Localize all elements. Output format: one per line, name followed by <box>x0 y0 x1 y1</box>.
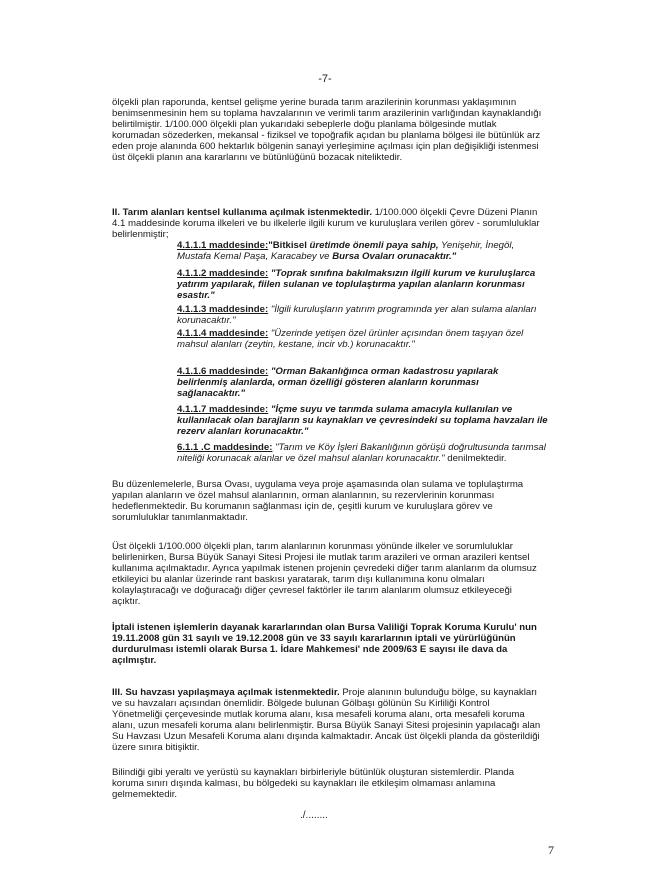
article-4-1-1-3: 4.1.1.3 maddesinde: "İlgili kuruluşların yatırım programında yer alan sulama alanları korunacaktır." <box>177 304 537 327</box>
section-3-paragraph-2: Bilindiği gibi yeraltı ve yerüstü su kaynakları birbirleriyle bütünlük oluşturan sistemlerdir. Planda koruma sınırı dışında kalması, bu bölgedeki su kaynakları ile etkileşim olmaması anlamına gelmemektedir. <box>112 767 515 801</box>
intro-paragraph: ölçekli plan raporunda, kentsel gelişme yerine burada tarım arazilerinin korunması yaklaşımının benimsenmesinin hem su toplama havzalarının ve verimli tarım arazilerinin varlığından kaynaklandığı belirtilmiştir. 1/100.000 ölçekli plan yukarıdaki sebeplerle doğu planlama bölgesinde mutlak korumadan sözederken, mekansal - fiziksel ve topoğrafik açıdan bu planlama bölgesi ile bütünlük arz eden proje alanında 600 hektarlık bölgenin sanayi yerleşimine açılması için plan değişikliği istenmesi üst ölçekli planın ana kararlarını ve bütünlüğünü bozacak niteliktedir. <box>112 97 542 164</box>
section-3-text: Proje alanının bulunduğu bölge, su kaynakları ve su havzaları açısından önemlidir. Bölgede bulunan Gölbaşı gölünün Su Kirliliği Kontrol Yönetmeliği çerçevesinde mutlak koruma alanı, kısa mesafeli koruma alanı, orta mesafeli koruma alanı, uzun mesafeli koruma alanı belirlenmiştir. Bursa Büyük Sanayi Sitesi projesinin yapılacağı alan Su Havzası Uzun Mesafeli Koruma alanı dışında kalmaktadır. Ancak üst ölçekli planda da gösterildiği üzere sınıra bitişiktir. <box>112 687 541 754</box>
court-case-paragraph: İptali istenen işlemlerin dayanak kararlarından olan Bursa Valiliği Toprak Koruma Kurulu' nun 19.11.2008 gün 31 sayılı ve 19.12.2008 gün ve 33 sayılı kararlarının iptali ve yürürlüğünün durdurulması istemli olarak Bursa 1. İdare Mahkemesi' nde 2009/63 E sayısı ile dava da açılmıştır. <box>112 622 537 667</box>
article-6-1-1-c: 6.1.1 .C maddesinde: "Tarım ve Köy İşleri Bakanlığının görüşü doğrultusunda tarımsal niteliği korunacak alanlar ve özel mahsul alanları korunacaktır." denilmektedir. <box>177 442 546 465</box>
section-3-paragraph <box>112 687 542 754</box>
article-4-1-1-6: 4.1.1.6 maddesinde: "Orman Bakanlığınca orman kadastrosu yapılarak belirlenmiş alanlarda, orman özelliği gösteren alanların korunması sağlanacaktır." <box>177 366 499 400</box>
continuation-mark: ./........ <box>300 810 328 821</box>
page-number-top: -7- <box>318 73 332 85</box>
article-ref: 4.1.1.3 maddesinde: <box>177 304 269 315</box>
article-ref: 4.1.1.4 maddesinde: <box>177 328 269 339</box>
section-2-heading: II. Tarım alanları kentsel kullanıma açılmak istenmektedir. <box>112 207 373 218</box>
article-4-1-1-2: 4.1.1.2 maddesinde: "Toprak sınıfına bakılmaksızın ilgili kurum ve kuruluşlarca yatırım yapılarak, fiilen sulanan ve toplulaştırma yapılan alanların korunması esastır." <box>177 268 536 302</box>
section-2-paragraph <box>112 207 542 240</box>
section-2-paragraph-2: Üst ölçekli 1/100.000 ölçekli plan, tarım alanlarının korunması yönünde ilkeler ve sorumluluklar belirlenirken, Bursa Büyük Sanayi Sitesi Projesi ile mutlak tarım arazileri ve orman arazileri kentsel kullanıma açılmaktadır. Ayrıca yapılmak istenen projenin çevredeki diğer tarım alanlarım da olumsuz etkileyici bu alanlar üzerinde rant baskısı yaratarak, tarım dışı kullanımına konu olmaları kolaylaştıracağı ve doğuracağı diğer çevresel faktörler ile tarım alanlarım olumsuz etkileyeceği açıktır. <box>112 541 537 608</box>
article-ref: 4.1.1.2 maddesinde: <box>177 268 269 279</box>
article-4-1-1-1: 4.1.1.1 maddesinde:"Bitkisel üretimde önemli paya sahip, Yenişehir, İnegöl, Mustafa Kemal Paşa, Karacabey ve Bursa Ovaları orunacaktır." <box>177 240 515 263</box>
article-ref: 4.1.1.6 maddesinde: <box>177 366 269 377</box>
section-3-heading: III. Su havzası yapılaşmaya açılmak istenmektedir. <box>112 687 340 698</box>
section-2-after-paragraph: Bu düzenlemelerle, Bursa Ovası, uygulama veya proje aşamasında olan sulama ve toplulaştırma yapılan alanların ve özel mahsul alanlarının, orman alanlarının, su rezervlerinin korunması hedeflenmektedir. Bu korumanın sağlanması için de, çeşitli kurum ve kuruluşlara görev ve sorumluluklar tanımlanmaktadır. <box>112 479 524 524</box>
article-4-1-1-7: 4.1.1.7 maddesinde: "İçme suyu ve tarımda sulama amacıyla kullanılan ve kullanılacak olan barajların su kaynakları ve çevresindeki su toplama havzaları ile rezerv alanları korunacaktır." <box>177 404 548 438</box>
page-number-bottom: 7 <box>548 843 554 857</box>
article-4-1-1-4: 4.1.1.4 maddesinde: "Üzerinde yetişen özel ürünler açısından önem taşıyan özel mahsul alanları (zeytin, kestane, incir vb.) korunacaktır." <box>177 328 524 351</box>
article-ref: 6.1.1 .C maddesinde: <box>177 442 273 453</box>
article-ref: 4.1.1.1 maddesinde: <box>177 240 269 251</box>
section-2-text: 1/100.000 ölçekli Çevre Düzeni Planın 4.1 maddesinde koruma ilkeleri ve bu ilkelerle ilgili kurum ve kuruluşlara verilen görev - sorumluluklar belirlenmiştir; <box>112 207 540 241</box>
article-ref: 4.1.1.7 maddesinde: <box>177 404 269 415</box>
